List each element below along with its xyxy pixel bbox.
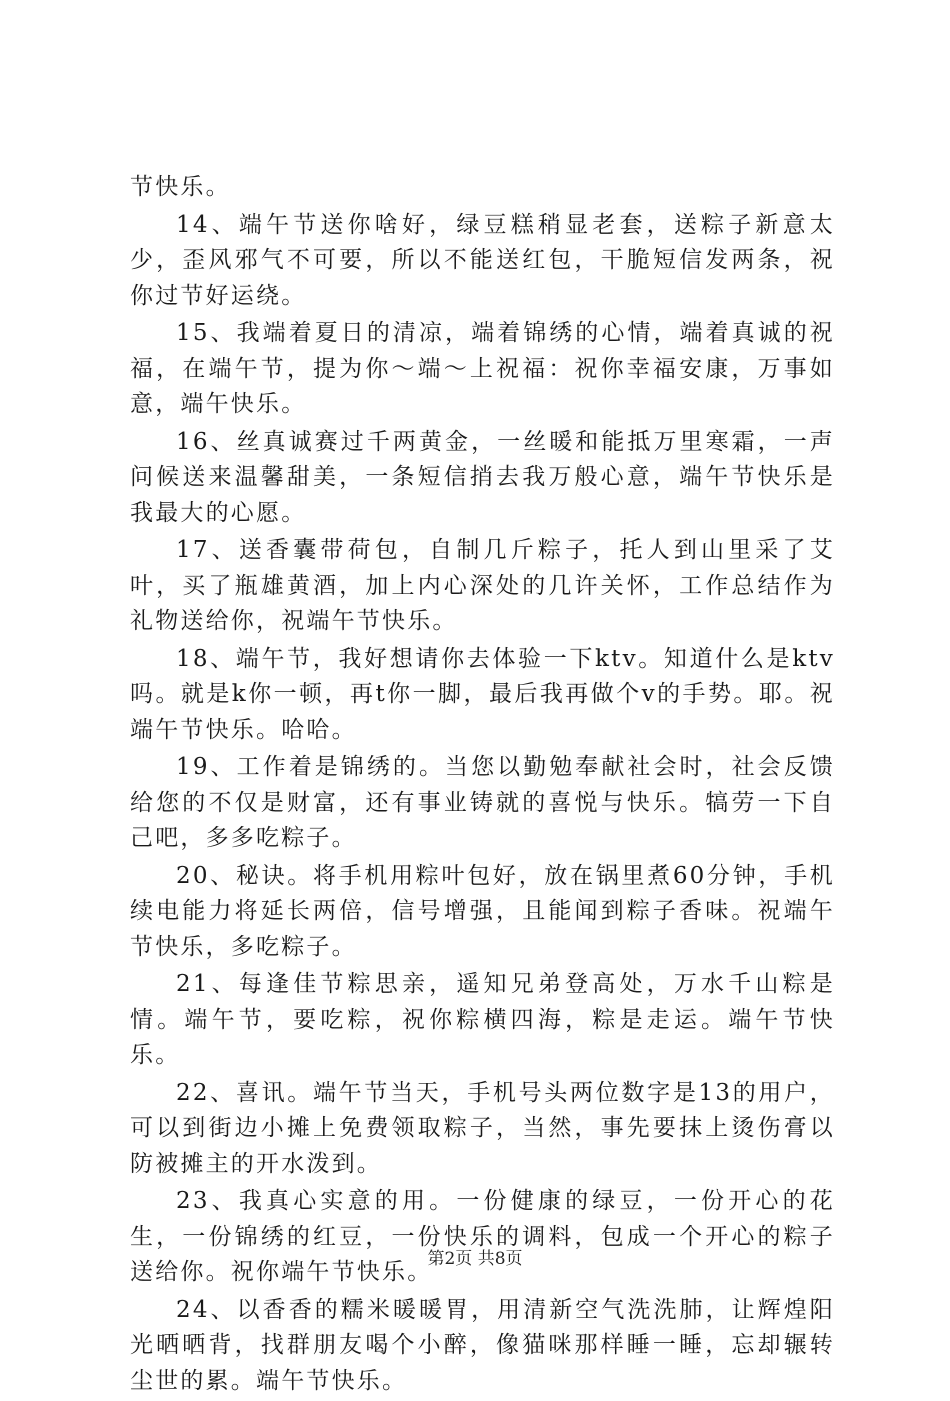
paragraph-18: 18、端午节，我好想请你去体验一下ktv。知道什么是ktv吗。就是k你一顿，再t你一脚，最后我再做个v的手势。耶。祝端午节快乐。哈哈。: [130, 645, 835, 743]
page-footer: 第2页 共8页: [427, 1249, 523, 1269]
paragraph-15: 15、我端着夏日的清凉，端着锦绣的心情，端着真诚的祝福，在端午节，提为你～端～上祝福：祝你幸福安康，万事如意，端午快乐。: [130, 320, 835, 417]
paragraph-19: 19、工作着是锦绣的。当您以勤勉奉献社会时，社会反馈给您的不仅是财富，还有事业铸就的喜悦与快乐。犒劳一下自己吧，多多吃粽子。: [130, 754, 835, 851]
document-body: [130, 170, 835, 1401]
paragraph-16: 16、丝真诚赛过千两黄金，一丝暖和能抵万里寒霜，一声问候送来温馨甜美，一条短信捎去我万般心意，端午节快乐是我最大的心愿。: [130, 428, 835, 526]
paragraph-21: 21、每逢佳节粽思亲，遥知兄弟登高处，万水千山粽是情。端午节，要吃粽，祝你粽横四海，粽是走运。端午节快乐。: [130, 971, 835, 1068]
paragraph-continuation: 节快乐。: [130, 174, 231, 200]
paragraph-23: 23、我真心实意的用。一份健康的绿豆，一份开心的花生，一份锦绣的红豆，一份快乐的调料，包成一个开心的粽子送给你。祝你端午节快乐。: [130, 1188, 835, 1285]
paragraph-24: 24、以香香的糯米暖暖胃，用清新空气洗洗肺，让辉煌阳光晒晒背，找群朋友喝个小醉，像猫咪那样睡一睡，忘却辗转尘世的累。端午节快乐。: [130, 1296, 835, 1394]
paragraph-17: 17、送香囊带荷包，自制几斤粽子，托人到山里采了艾叶，买了瓶雄黄酒，加上内心深处的几许关怀，工作总结作为礼物送给你，祝端午节快乐。: [130, 537, 835, 634]
paragraph-22: 22、喜讯。端午节当天，手机号头两位数字是13的用户，可以到街边小摊上免费领取粽子，当然，事先要抹上烫伤膏以防被摊主的开水泼到。: [130, 1079, 835, 1177]
paragraph-14: 14、端午节送你啥好，绿豆糕稍显老套，送粽子新意太少，歪风邪气不可要，所以不能送红包，干脆短信发两条，祝你过节好运绕。: [130, 211, 835, 309]
paragraph-20: 20、秘诀。将手机用粽叶包好，放在锅里煮60分钟，手机续电能力将延长两倍，信号增强，且能闻到粽子香味。祝端午节快乐，多吃粽子。: [130, 862, 835, 960]
